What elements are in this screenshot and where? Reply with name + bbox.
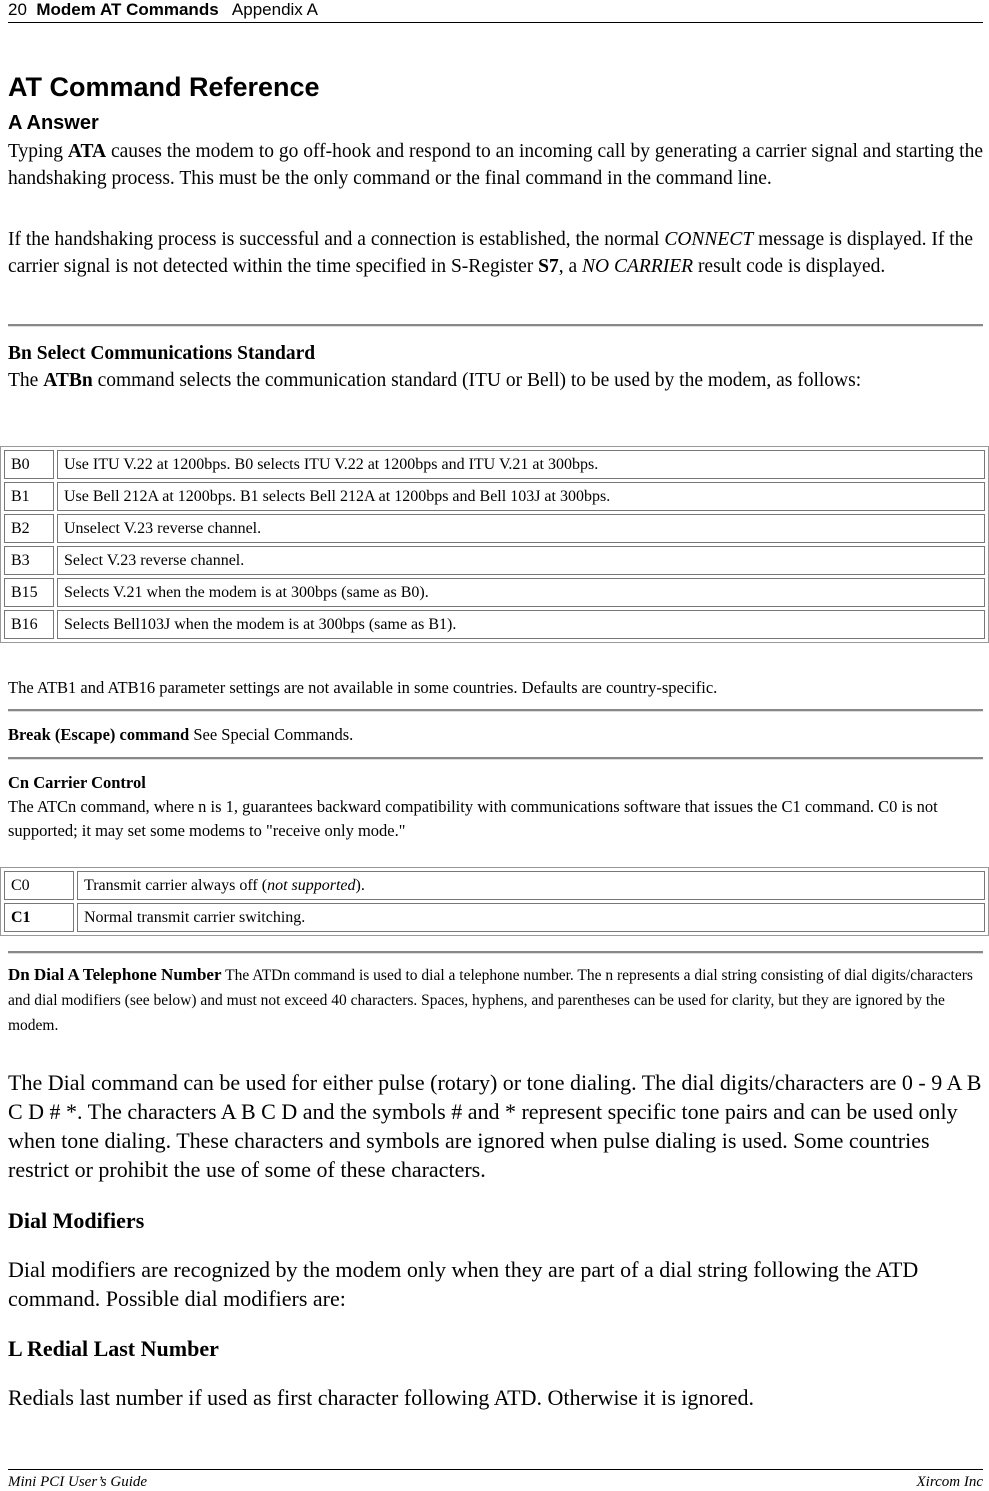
cn-section: Cn Carrier Control The ATCn command, where n is 1, guarantees backward compatibility with communications software that issues the C1 command. C0 is not supported; it may set some modems to "receive only mode."	[8, 773, 938, 840]
dial-modifiers-paragraph: Dial modifiers are recognized by the modem only when they are part of a dial string following the ATD command. Possible dial modifiers are:	[8, 1257, 919, 1311]
page-footer	[8, 1469, 983, 1491]
bn-note: The ATB1 and ATB16 parameter settings are not available in some countries. Defaults are country-specific.	[8, 678, 718, 697]
bn-table	[0, 446, 989, 643]
bn-heading: Bn Select Communications Standard	[8, 343, 316, 364]
divider	[8, 757, 983, 760]
page-number: 20	[8, 0, 27, 19]
redial-heading: L Redial Last Number	[8, 1336, 219, 1361]
break-command: Break (Escape) command See Special Commands.	[8, 725, 354, 744]
divider	[8, 951, 983, 954]
divider	[8, 709, 983, 712]
answer-paragraph-1: Typing ATA causes the modem to go off-hook and respond to an incoming call by generating a carrier signal and starting the handshaking process. This must be the only command or the final command in the command line.	[8, 141, 984, 189]
table-row: C1 Normal transmit carrier switching.	[4, 903, 985, 932]
redial-paragraph: Redials last number if used as first character following ATD. Otherwise it is ignored.	[8, 1385, 754, 1410]
header-section: Modem AT Commands	[36, 0, 219, 19]
table-row: B3 Select V.23 reverse channel.	[4, 546, 985, 575]
footer-company: Xircom Inc	[916, 1474, 983, 1490]
page-header	[8, 0, 983, 23]
page-title: AT Command Reference	[8, 72, 320, 102]
cn-table	[0, 867, 989, 936]
footer-guide: Mini PCI User’s Guide	[8, 1474, 148, 1490]
dial-modifiers-heading: Dial Modifiers	[8, 1208, 145, 1233]
table-row: B2 Unselect V.23 reverse channel.	[4, 514, 985, 543]
table-row: B1 Use Bell 212A at 1200bps. B1 selects Bell 212A at 1200bps and Bell 103J at 300bps.	[4, 482, 985, 511]
header-appendix: Appendix A	[231, 0, 318, 19]
table-row: B15 Selects V.21 when the modem is at 300bps (same as B0).	[4, 578, 985, 607]
cn-heading: Cn Carrier Control	[8, 773, 146, 792]
table-row: B0 Use ITU V.22 at 1200bps. B0 selects ITU V.22 at 1200bps and ITU V.21 at 300bps.	[4, 450, 985, 479]
dn-paragraph: Dn Dial A Telephone Number The ATDn command is used to dial a telephone number. The n represents a dial string consisting of dial digits/characters and dial modifiers (see below) and must not exceed 40 characters. Spaces, hyphens, and parentheses can be used for clarity, but they are ignored by the modem.	[8, 965, 973, 1034]
bn-section: Bn Select Communications Standard The ATBn command selects the communication standard (ITU or Bell) to be used by the modem, as follows:	[8, 343, 862, 391]
table-row: B16 Selects Bell103J when the modem is at 300bps (same as B1).	[4, 610, 985, 639]
dial-paragraph: The Dial command can be used for either pulse (rotary) or tone dialing. The dial digits/characters are 0 - 9 A B C D # *. The characters A B C D and the symbols # and * represent specific tone pairs and can be used only when tone dialing. These characters and symbols are ignored when pulse dialing is used. Some countries restrict or prohibit the use of some of these characters.	[8, 1070, 982, 1182]
ata-command: ATA	[67, 141, 107, 162]
table-row: C0 Transmit carrier always off (not supported).	[4, 871, 985, 900]
answer-heading: A Answer	[8, 112, 99, 134]
divider	[8, 324, 983, 327]
answer-paragraph-2: If the handshaking process is successful and a connection is established, the normal CONNECT message is displayed. If the carrier signal is not detected within the time specified in S-Register S7, a NO CARRIER result code is displayed.	[8, 229, 974, 277]
